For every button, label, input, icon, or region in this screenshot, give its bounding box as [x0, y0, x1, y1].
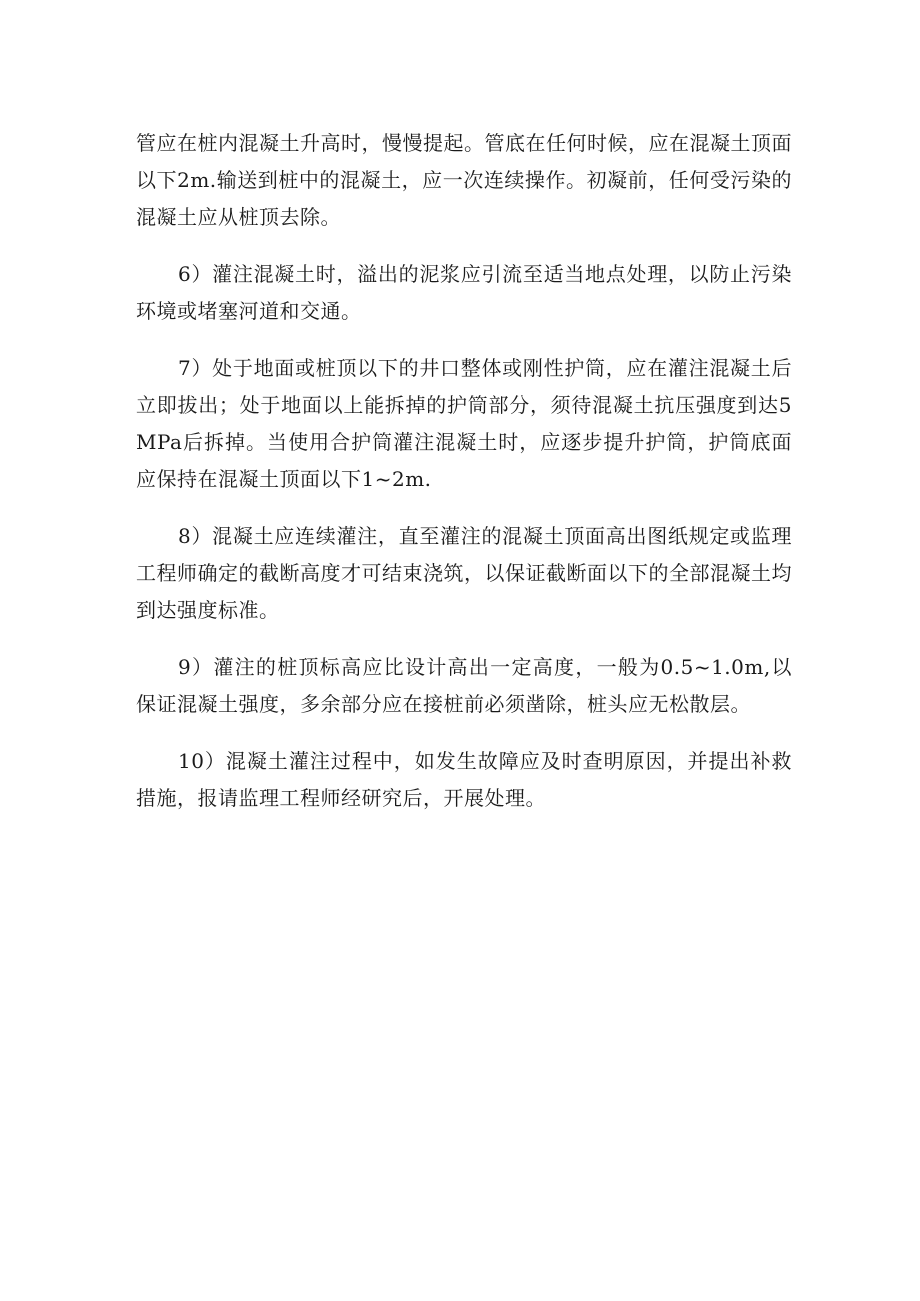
paragraph-item-7: 7）处于地面或桩顶以下的井口整体或刚性护筒，应在灌注混凝土后立即拔出；处于地面以上能拆掉的护筒部分，须待混凝土抗压强度到达5MPa后拆掉。当使用合护筒灌注混凝土时，应逐步提升护筒，护筒底面应保持在混凝土顶面以下1~2m. — [136, 356, 792, 491]
paragraph-item-9: 9）灌注的桩顶标高应比设计高出一定高度，一般为0.5~1.0m,以保证混凝土强度，多余部分应在接桩前必须凿除，桩头应无松散层。 — [136, 655, 792, 716]
document-body — [136, 125, 792, 837]
paragraph-item-6: 6）灌注混凝土时，溢出的泥浆应引流至适当地点处理，以防止污染环境或堵塞河道和交通。 — [136, 262, 792, 323]
paragraph-item-8: 8）混凝土应连续灌注，直至灌注的混凝土顶面高出图纸规定或监理工程师确定的截断高度才可结束浇筑，以保证截断面以下的全部混凝土均到达强度标准。 — [136, 524, 792, 622]
paragraph-continuation: 管应在桩内混凝土升高时，慢慢提起。管底在任何时候，应在混凝土顶面以下2m.输送到桩中的混凝土，应一次连续操作。初凝前，任何受污染的混凝土应从桩顶去除。 — [136, 131, 792, 229]
paragraph-item-10: 10）混凝土灌注过程中，如发生故障应及时查明原因，并提出补救措施，报请监理工程师经研究后，开展处理。 — [136, 749, 792, 810]
